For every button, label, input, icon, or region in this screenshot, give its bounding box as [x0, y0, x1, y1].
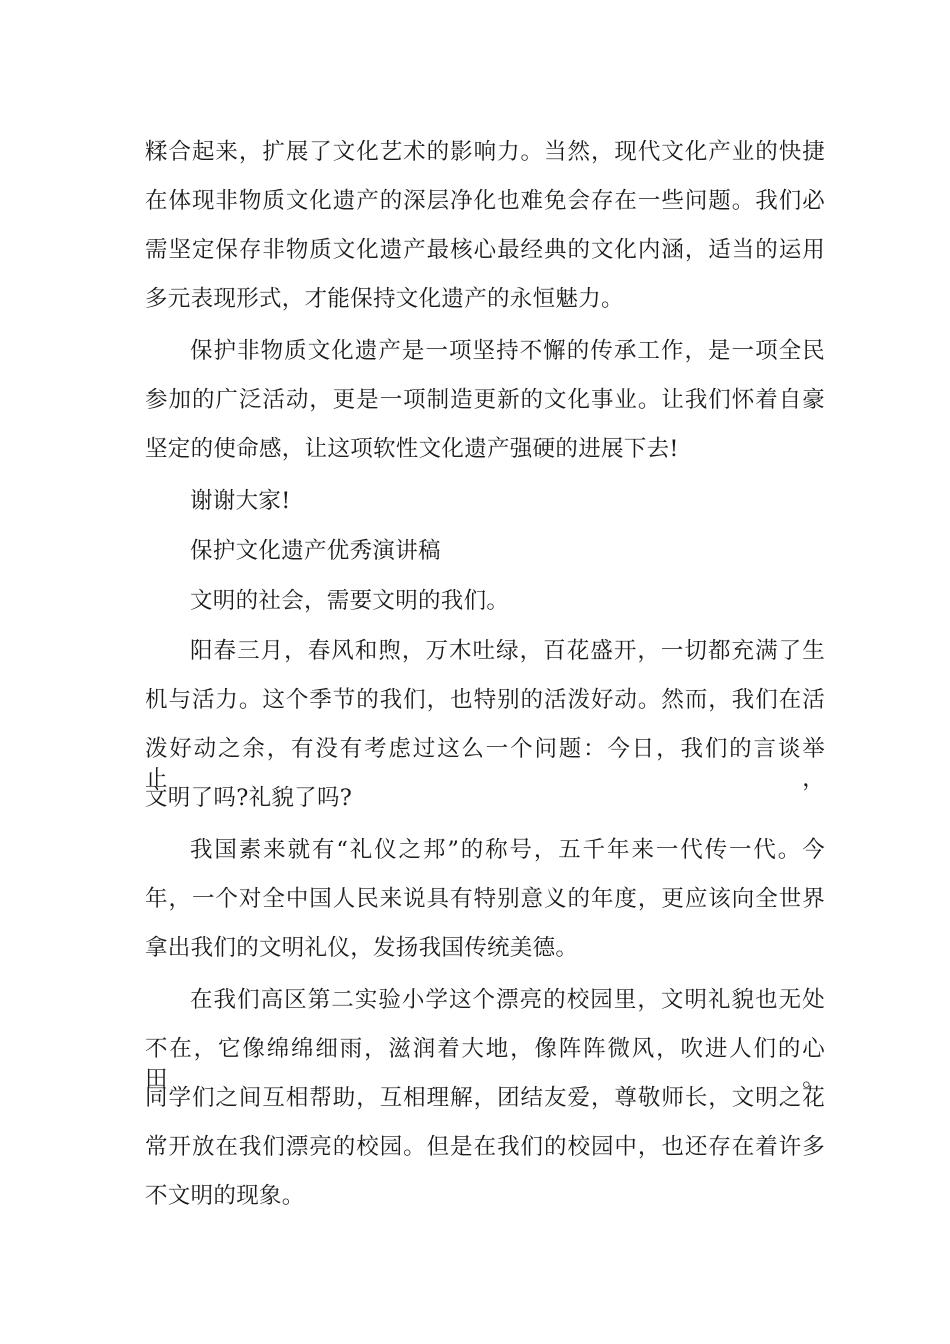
text-line: 参加的广泛活动，更是一项制造更新的文化事业。让我们怀着自豪: [145, 387, 825, 413]
paragraph-start-line: 在我们高区第二实验小学这个漂亮的校园里，文明礼貌也无处: [190, 987, 825, 1013]
paragraph-start-line: 阳春三月，春风和煦，万木吐绿，百花盛开，一切都充满了生: [190, 638, 825, 664]
paragraph-start-line: 我国素来就有“礼仪之邦”的称号，五千年来一代传一代。今: [190, 837, 825, 863]
text-line: 多元表现形式，才能保持文化遗产的永恒魅力。: [145, 286, 624, 312]
text-line: 同学们之间互相帮助，互相理解，团结友爱，尊敬师长，文明之花: [145, 1085, 825, 1111]
opening-line: 文明的社会，需要文明的我们。: [190, 588, 510, 614]
text-line: 泼好动之余，有没有考虑过这么一个问题：今日，我们的言谈举止，: [145, 736, 825, 792]
text-line: 年，一个对全中国人民来说具有特别意义的年度，更应该向全世界: [145, 886, 825, 912]
closing-line: 谢谢大家!: [190, 488, 291, 514]
text-line: 糅合起来，扩展了文化艺术的影响力。当然，现代文化产业的快捷: [145, 139, 825, 165]
text-line: 拿出我们的文明礼仪，发扬我国传统美德。: [145, 935, 579, 961]
text-line: 不文明的现象。: [145, 1183, 305, 1209]
text-line: 坚定的使命感，让这项软性文化遗产强硬的进展下去!: [145, 436, 679, 462]
text-line: 需坚定保存非物质文化遗产最核心最经典的文化内涵，适当的运用: [145, 237, 825, 263]
speech-title: 保护文化遗产优秀演讲稿: [190, 538, 441, 564]
paragraph-start-line: 保护非物质文化遗产是一项坚持不懈的传承工作，是一项全民: [190, 338, 825, 364]
text-line: 机与活力。这个季节的我们，也特别的活泼好动。然而，我们在活: [145, 687, 825, 713]
text-line: 文明了吗?礼貌了吗?: [145, 785, 353, 811]
text-line: 不在，它像绵绵细雨，滋润着大地，像阵阵微风，吹进人们的心田。: [145, 1036, 825, 1092]
text-line: 常开放在我们漂亮的校园。但是在我们的校园中，也还存在着许多: [145, 1134, 825, 1160]
text-line: 在体现非物质文化遗产的深层净化也难免会存在一些问题。我们必: [145, 188, 825, 214]
